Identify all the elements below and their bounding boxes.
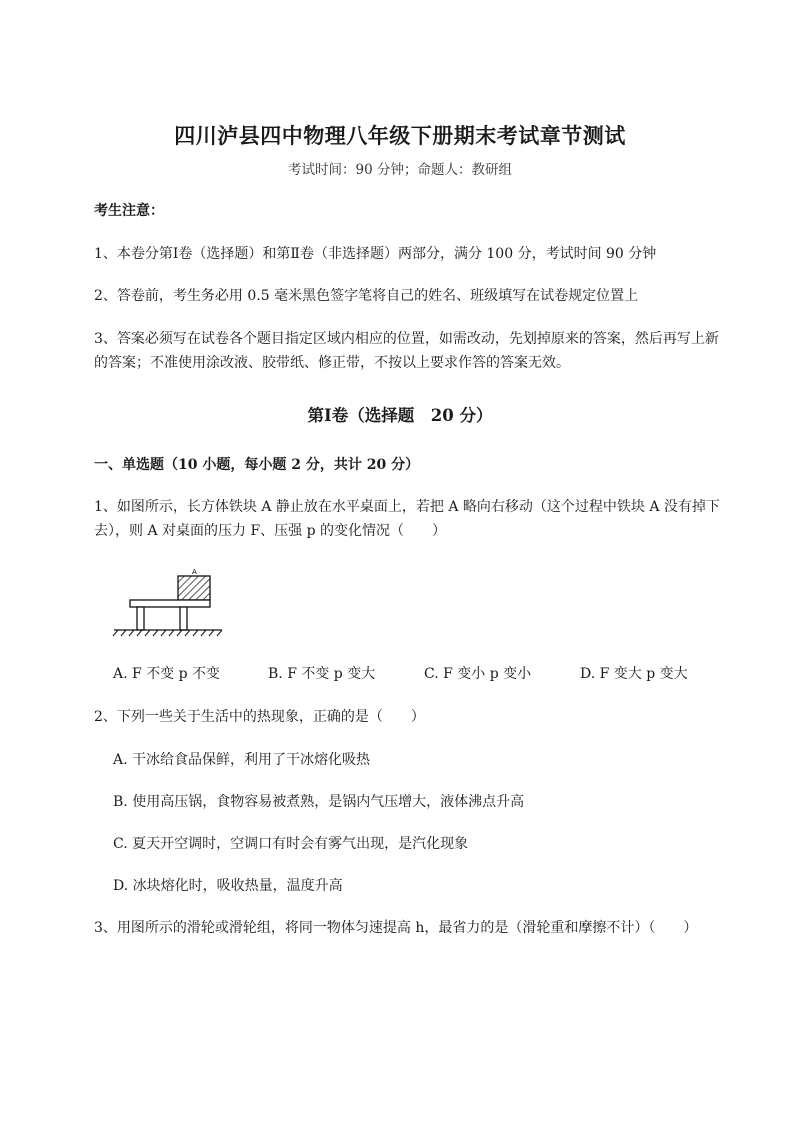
question-2-option-c: C. 夏天开空调时，空调口有时会有雾气出现，是汽化现象 bbox=[113, 836, 469, 852]
page-title: 四川泸县四中物理八年级下册期末考试章节测试 bbox=[174, 123, 626, 148]
block-a bbox=[178, 576, 210, 600]
question-1-option-c: C. F 变小 p 变小 bbox=[424, 666, 532, 682]
table-top bbox=[130, 600, 210, 607]
notice-heading: 考生注意： bbox=[94, 203, 164, 219]
question-2-option-a: A. 干冰给食品保鲜，利用了干冰熔化吸热 bbox=[113, 752, 371, 768]
exam-info: 考试时间：90 分钟；命题人：教研组 bbox=[288, 162, 512, 178]
block-label: A bbox=[192, 568, 197, 576]
section-title: 第Ⅰ卷（选择题 20 分） bbox=[307, 406, 493, 425]
question-3-stem: 3、用图所示的滑轮或滑轮组，将同一物体匀速提高 h，最省力的是（滑轮重和摩擦不计）（ ） bbox=[94, 920, 698, 936]
question-2-stem: 2、下列一些关于生活中的热现象，正确的是（ ） bbox=[94, 709, 425, 725]
notice-item: 3、答案必须写在试卷各个题目指定区域内相应的位置，如需改动，先划掉原来的答案，然后再写上新 bbox=[94, 331, 719, 347]
ground-hatch bbox=[113, 630, 222, 636]
table-leg bbox=[180, 607, 187, 630]
question-1-option-b: B. F 不变 p 变大 bbox=[268, 666, 376, 682]
question-1-stem: 1、如图所示，长方体铁块 A 静止放在水平桌面上，若把 A 略向右移动（这个过程中铁块 A 没有掉下 bbox=[94, 499, 720, 515]
table-block-diagram bbox=[110, 565, 230, 645]
question-1-option-d: D. F 变大 p 变大 bbox=[580, 666, 688, 682]
notice-item: 1、本卷分第Ⅰ卷（选择题）和第Ⅱ卷（非选择题）两部分，满分 100 分，考试时间 90 分钟 bbox=[94, 246, 657, 262]
question-1-stem-cont: 去），则 A 对桌面的压力 F、压强 p 的变化情况（ ） bbox=[94, 523, 447, 539]
question-2-option-b: B. 使用高压锅，食物容易被煮熟，是锅内气压增大，液体沸点升高 bbox=[113, 794, 525, 810]
notice-item: 的答案；不准使用涂改液、胶带纸、修正带，不按以上要求作答的答案无效。 bbox=[94, 355, 570, 371]
part-heading: 一、单选题（10 小题，每小题 2 分，共计 20 分） bbox=[94, 457, 420, 473]
table-leg bbox=[137, 607, 144, 630]
notice-item: 2、答卷前，考生务必用 0.5 毫米黑色签字笔将自己的姓名、班级填写在试卷规定位置上 bbox=[94, 288, 639, 304]
question-2-option-d: D. 冰块熔化时，吸收热量，温度升高 bbox=[113, 878, 343, 894]
table-block-figure bbox=[110, 565, 230, 645]
question-1-option-a: A. F 不变 p 不变 bbox=[113, 666, 221, 682]
